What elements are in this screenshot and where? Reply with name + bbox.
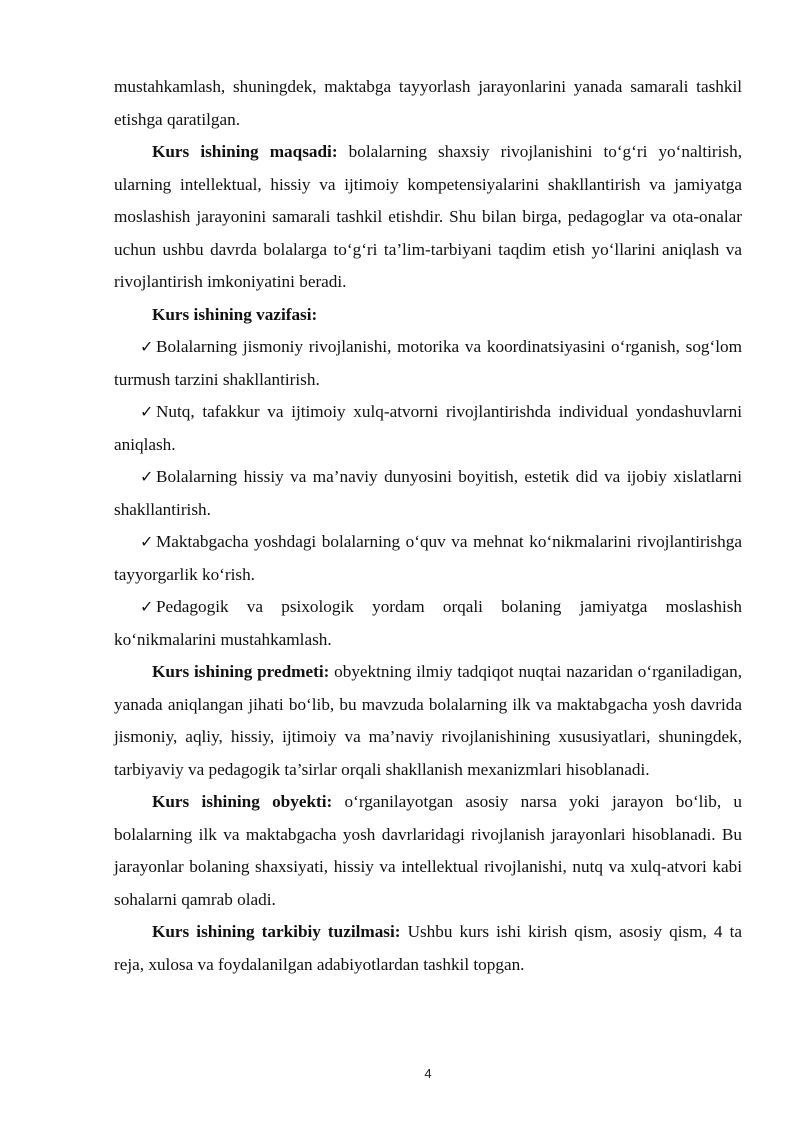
object-text: o‘rganilayotgan asosiy narsa yoki jarayon bo‘lib, u bolalarning ilk va maktabgacha yosh davrlaridagi rivojlanish jarayonlari hisoblanadi. Bu jarayonlar bolaning shaxsiyati, hissiy va intellektual rivojlanishi, nutq va xulq-atvori kabi sohalarni qamrab oladi.: [114, 792, 742, 909]
checkmark-icon: ✓: [140, 532, 154, 551]
task-item-text: Pedagogik va psixologik yordam orqali bolaning jamiyatga moslashish ko‘nikmalarini mustahkamlash.: [114, 597, 742, 649]
task-item-text: Nutq, tafakkur va ijtimoiy xulq-atvorni rivojlantirishda individual yondashuvlarni aniqlash.: [114, 402, 742, 454]
task-item: [114, 461, 742, 526]
task-item-text: Bolalarning jismoniy rivojlanishi, motorika va koordinatsiyasini o‘rganish, sog‘lom turmush tarzini shakllantirish.: [114, 337, 742, 389]
checkmark-icon: ✓: [140, 467, 154, 486]
subject-heading: Kurs ishining predmeti:: [152, 662, 330, 681]
subject-text: obyektning ilmiy tadqiqot nuqtai nazaridan o‘rganiladigan, yanada aniqlangan jihati bo‘lib, bu mavzuda bolalarning ilk va maktabgacha yosh davrida jismoniy, aqliy, hissiy, ijtimoiy va ma’naviy rivojlanishining xususiyatlari, shuningdek, tarbiyaviy va pedagogik ta’sirlar orqali shakllanish mexanizmlari hisoblanadi.: [114, 662, 742, 779]
task-item: [114, 331, 742, 396]
task-item: [114, 526, 742, 591]
tasks-heading: Kurs ishining vazifasi:: [152, 304, 318, 324]
structure-heading: Kurs ishining tarkibiy tuzilmasi:: [152, 922, 401, 941]
intro-paragraph: [114, 71, 742, 136]
checkmark-icon: ✓: [140, 402, 154, 421]
intro-text: mustahkamlash, shuningdek, maktabga tayyorlash jarayonlarini yanada samarali tashkil etishga qaratilgan.: [114, 77, 742, 129]
structure-paragraph: [114, 916, 742, 981]
task-item: [114, 396, 742, 461]
page-body: [114, 71, 742, 981]
purpose-text: bolalarning shaxsiy rivojlanishini to‘g‘ri yo‘naltirish, ularning intellektual, hissiy va ijtimoiy kompetensiyalarini shakllantirish va jamiyatga moslashish jarayonini samarali tashkil etishdir. Shu bilan birga, pedagoglar va ota-onalar uchun ushbu davrda bolalarga to‘g‘ri ta’lim-tarbiyani taqdim etish yo‘llarini aniqlash va rivojlantirish imkoniyatini beradi.: [114, 142, 742, 291]
purpose-heading: Kurs ishining maqsadi:: [152, 142, 338, 161]
object-paragraph: [114, 786, 742, 916]
structure-text: Ushbu kurs ishi kirish qism, asosiy qism, 4 ta reja, xulosa va foydalanilgan adabiyotlardan tashkil topgan.: [114, 922, 742, 974]
subject-paragraph: [114, 656, 742, 786]
page-number: 4: [424, 1066, 432, 1081]
task-item-text: Maktabgacha yoshdagi bolalarning o‘quv va mehnat ko‘nikmalarini rivojlantirishga tayyorgarlik ko‘rish.: [114, 532, 742, 584]
purpose-paragraph: [114, 136, 742, 299]
checkmark-icon: ✓: [140, 337, 154, 356]
task-item-text: Bolalarning hissiy va ma’naviy dunyosini boyitish, estetik did va ijobiy xislatlarni shakllantirish.: [114, 467, 742, 519]
checkmark-icon: ✓: [140, 597, 154, 616]
tasks-heading-paragraph: [114, 299, 742, 332]
object-heading: Kurs ishining obyekti:: [152, 792, 333, 811]
task-item: [114, 591, 742, 656]
